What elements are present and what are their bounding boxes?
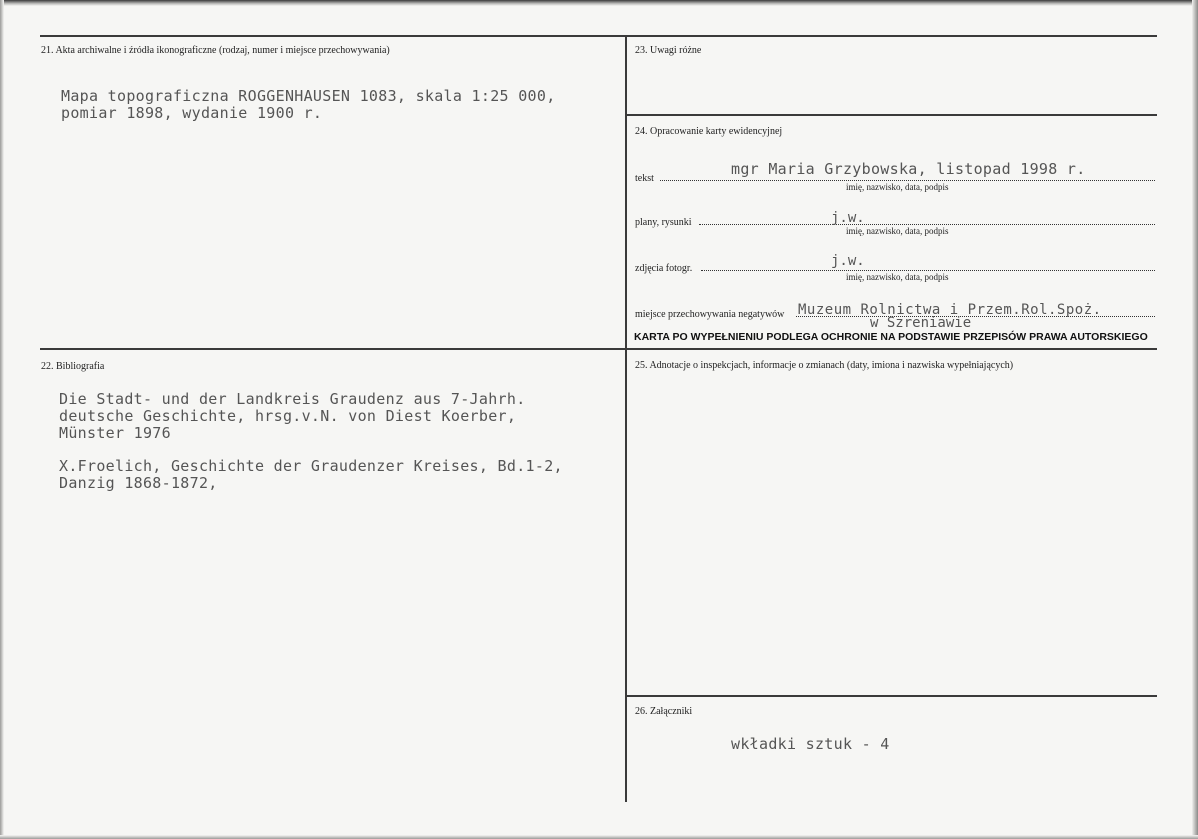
- bibliography-entry-1-line-2: deutsche Geschichte, hrsg.v.N. von Diest Koerber,: [59, 407, 517, 425]
- rule-23-24: [626, 114, 1157, 116]
- section-23-label: 23. Uwagi różne: [635, 45, 702, 56]
- copyright-notice: KARTA PO WYPEŁNIENIU PODLEGA OCHRONIE NA PODSTAWIE PRZEPISÓW PRAWA AUTORSKIEGO: [634, 331, 1148, 343]
- tekst-caption: imię, nazwisko, data, podpis: [846, 182, 949, 192]
- section-26-label: 26. Załączniki: [635, 706, 693, 717]
- plany-label: plany, rysunki: [635, 217, 692, 228]
- tekst-dotted-line: [660, 180, 1155, 181]
- bibliography-entry-1-line-1: Die Stadt- und der Landkreis Graudenz aus 7-Jahrh.: [59, 390, 526, 408]
- miejsce-value-line-2: w Szreniawie: [870, 315, 972, 331]
- middle-rule: [40, 348, 1157, 350]
- paper-edge-top: [0, 0, 1198, 6]
- bibliography-entry-2-line-1: X.Froelich, Geschichte der Graudenzer Kreises, Bd.1-2,: [59, 457, 563, 475]
- paper-edge-left: [0, 0, 4, 839]
- center-divider: [625, 35, 627, 802]
- miejsce-value-line-1: Muzeum Rolnictwa i Przem.Rol.Spoż.: [798, 302, 1102, 318]
- tekst-label: tekst: [635, 173, 654, 184]
- paper-edge-bottom: [0, 835, 1198, 839]
- zdjecia-caption: imię, nazwisko, data, podpis: [846, 272, 949, 282]
- bibliography-entry-1-line-3: Münster 1976: [59, 424, 171, 442]
- bibliography-entry-2-line-2: Danzig 1868-1872,: [59, 474, 218, 492]
- section-21-line-1: Mapa topograficzna ROGGENHAUSEN 1083, skala 1:25 000,: [61, 87, 556, 105]
- rule-25-26: [626, 695, 1157, 697]
- paper-edge-right: [1192, 0, 1198, 839]
- plany-caption: imię, nazwisko, data, podpis: [846, 226, 949, 236]
- zdjecia-value: j.w.: [831, 253, 865, 269]
- top-rule: [40, 35, 1157, 37]
- section-21-label: 21. Akta archiwalne i źródła ikonograficzne (rodzaj, numer i miejsce przechowywania): [41, 45, 390, 56]
- tekst-value: mgr Maria Grzybowska, listopad 1998 r.: [731, 160, 1086, 178]
- plany-value: j.w.: [831, 210, 865, 226]
- miejsce-label: miejsce przechowywania negatywów: [635, 309, 785, 320]
- plany-dotted-line: [699, 224, 1155, 225]
- zdjecia-label: zdjęcia fotogr.: [635, 263, 693, 274]
- section-22-label: 22. Bibliografia: [41, 361, 105, 372]
- section-25-label: 25. Adnotacje o inspekcjach, informacje o zmianach (daty, imiona i nazwiska wypełniających): [635, 360, 1014, 371]
- zdjecia-dotted-line: [701, 270, 1155, 271]
- attachments-value: wkładki sztuk - 4: [731, 735, 890, 753]
- section-21-line-2: pomiar 1898, wydanie 1900 r.: [61, 104, 323, 122]
- section-24-label: 24. Opracowanie karty ewidencyjnej: [635, 126, 783, 137]
